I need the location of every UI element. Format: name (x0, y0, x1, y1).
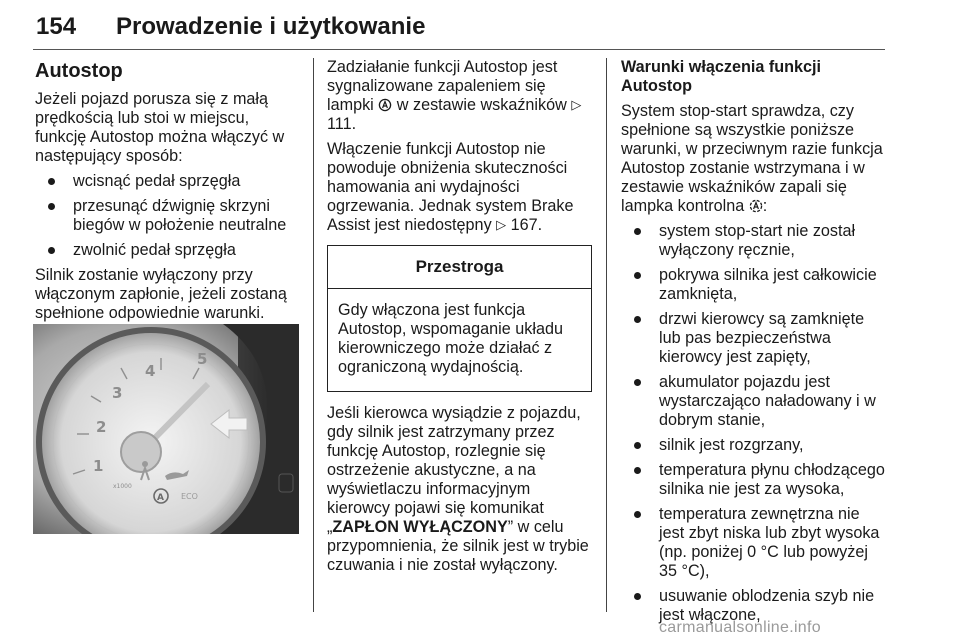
gauge-label-5: 5 (197, 350, 208, 368)
page-reference-icon: ▷ (571, 97, 582, 112)
watermark: carmanualsonline.info (659, 619, 821, 636)
outro-paragraph: Silnik zostanie wyłączony przy włączonym zapłonie, jeżeli zostaną spełnione odpowiednie warunki. (35, 266, 287, 322)
svg-text:A: A (157, 493, 164, 503)
column-left (35, 58, 300, 329)
driver-exit-paragraph: Jeśli kierowca wysiądzie z pojazdu, gdy silnik jest zatrzymany przez funkcję Autostop, rozlegnie się ostrzeżenie akustyczne, a na wyświetlaczu informacyjnym kierowcy pojawi się komunikat „ZAPŁON WYŁĄCZONY” w celu przypomnienia, że silnik jest w trybie czuwania i nie został wyłączony. (327, 404, 589, 574)
instrument-cluster-image (33, 324, 299, 534)
gauge-label-4: 4 (145, 362, 156, 380)
list-item: usuwanie oblodzenia szyb nie jest włączone, (621, 587, 886, 625)
page-reference-link[interactable]: 167. (510, 216, 543, 234)
gauge-label-1: 1 (93, 457, 104, 475)
intro-paragraph: Jeżeli pojazd porusza się z małą prędkością lub stoi w miejscu, funkcję Autostop można włączyć w następujący sposób: (35, 90, 285, 165)
autostop-unavailable-lamp-icon (749, 197, 763, 215)
section-heading-conditions: Warunki włączenia funkcji Autostop (621, 58, 821, 95)
list-item: silnik jest rozgrzany, (621, 436, 886, 455)
caution-text: Gdy włączona jest funkcja Autostop, wspomaganie układu kierowniczego może działać z ograniczoną wydajnością. (338, 301, 563, 376)
column-divider (606, 58, 607, 612)
list-item: temperatura zewnętrzna nie jest zbyt niska lub zbyt wysoka (np. poniżej 0 °C lub powyżej 35 °C), (621, 505, 886, 581)
conditions-intro: System stop-start sprawdza, czy spełnione są wszystkie poniższe warunki, w przeciwnym razie funkcja Autostop zostanie wstrzymana i w zestawie wskaźników zapali się lampka kontrolna : (621, 102, 883, 215)
list-item: temperatura płynu chłodzącego silnika nie jest za wysoka, (621, 461, 886, 499)
list-item: przesunąć dźwignię skrzyni biegów w położenie neutralne (35, 197, 300, 235)
list-item: akumulator pojazdu jest wystarczająco naładowany i w dobrym stanie, (621, 373, 886, 430)
gauge-unit-label: x1000 (113, 483, 132, 490)
bullet-list (35, 172, 300, 260)
column-middle (327, 58, 592, 581)
eco-label: ECO (181, 492, 198, 501)
list-item: drzwi kierowcy są zamknięte lub pas bezpieczeństwa kierowcy jest zapięty, (621, 310, 886, 367)
list-item: zwolnić pedał sprzęgła (35, 241, 300, 260)
autostop-lamp-icon (378, 96, 392, 114)
column-divider (313, 58, 314, 612)
message-text: ZAPŁON WYŁĄCZONY (332, 518, 508, 536)
page-number: 154 (36, 13, 77, 40)
list-item: pokrywa silnika jest całkowicie zamknięta, (621, 266, 886, 304)
page-title: Prowadzenie i użytkowanie (116, 13, 426, 40)
page-header (33, 10, 885, 50)
list-item: system stop-start nie został wyłączony ręcznie, (621, 222, 886, 260)
gauge-label-2: 2 (96, 418, 107, 436)
page-reference-link[interactable]: 111. (327, 115, 357, 133)
column-right (621, 58, 886, 631)
caution-box (327, 245, 592, 392)
caution-title: Przestroga (328, 246, 591, 289)
gauge-label-3: 3 (112, 384, 123, 402)
brake-assist-paragraph: Włączenie funkcji Autostop nie powoduje obniżenia skuteczności hamowania ani wydajności ogrzewania. Jednak system Brake Assist jest niedostępny ▷ 167. (327, 140, 574, 234)
page-reference-icon: ▷ (496, 217, 507, 232)
autostop-signal-paragraph: Zadziałanie funkcji Autostop jest sygnalizowane zapaleniem się lampki w zestawie wskaźników ▷ 111. (327, 58, 582, 133)
list-item: wcisnąć pedał sprzęgła (35, 172, 300, 191)
section-heading-autostop: Autostop (35, 60, 123, 82)
conditions-list (621, 222, 886, 625)
